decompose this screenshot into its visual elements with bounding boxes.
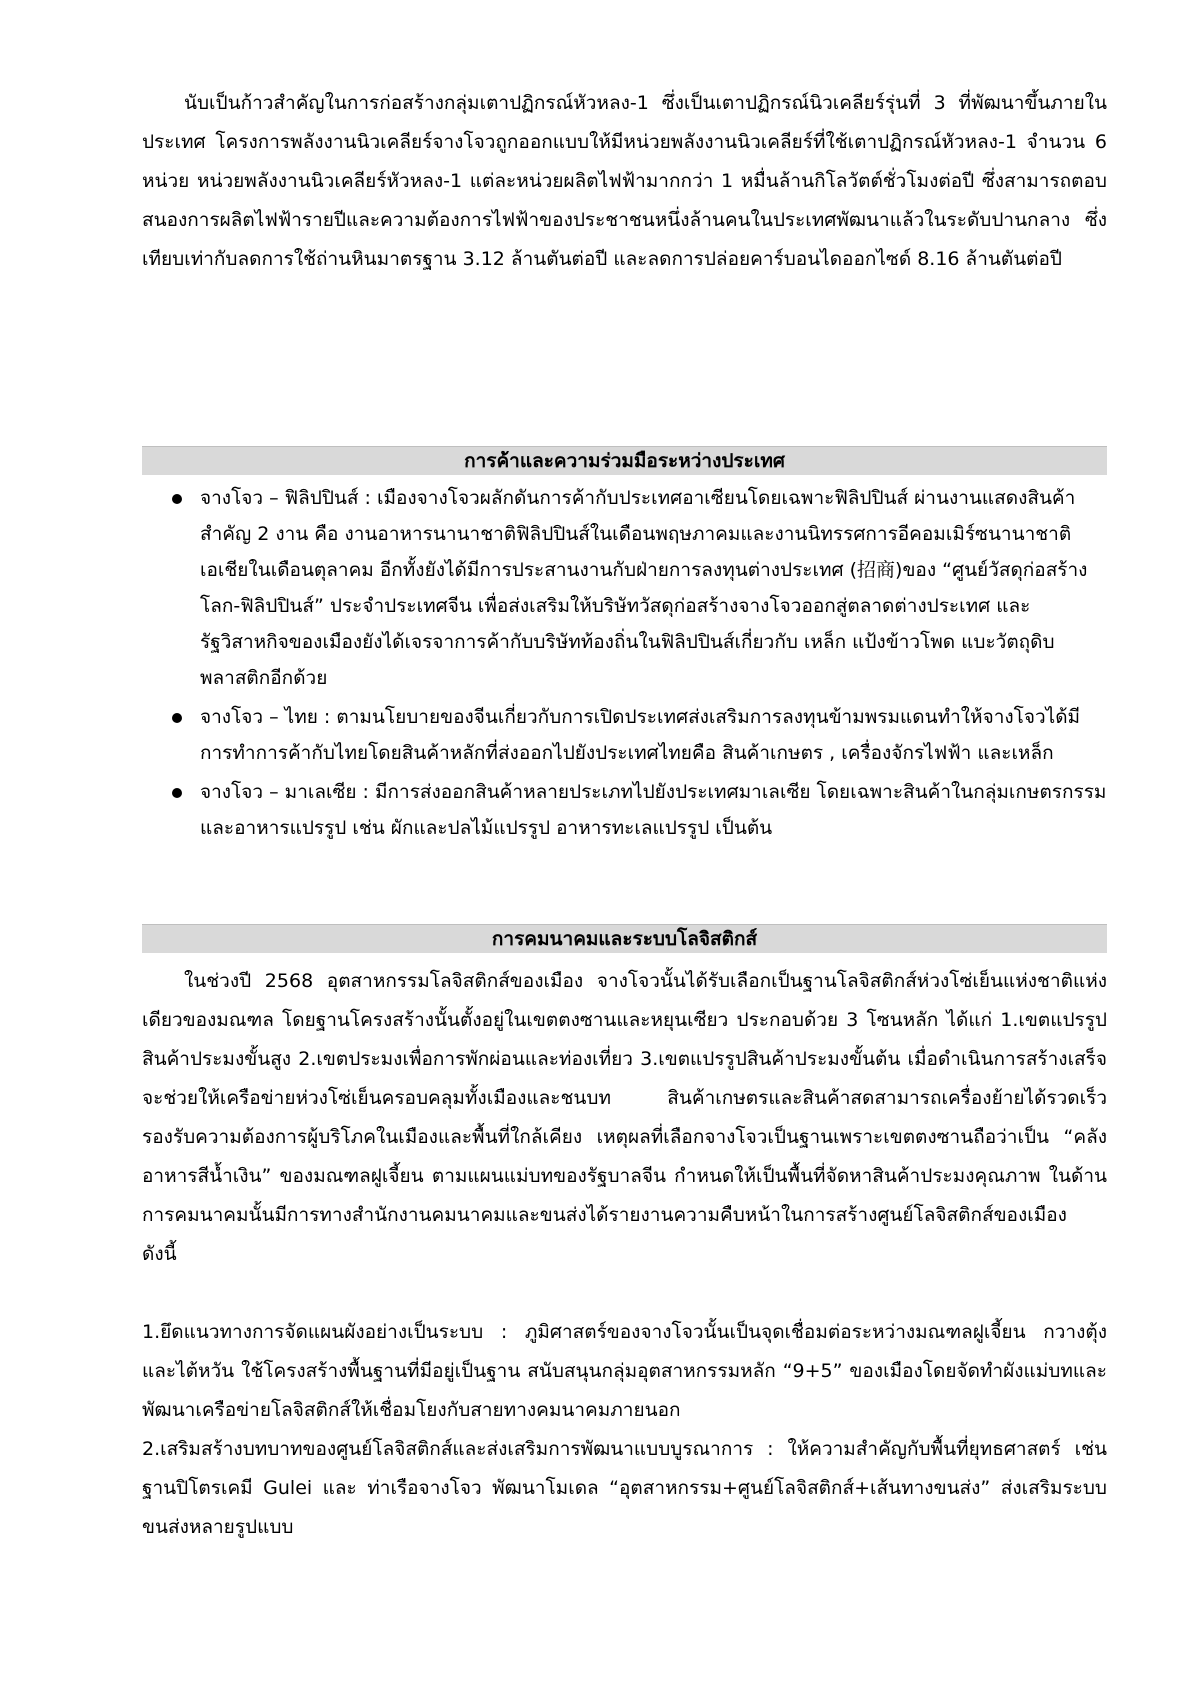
bullet-text: จางโจว – ไทย : ตามนโยบายของจีนเกี่ยวกับการเปิดประเทศส่งเสริมการลงทุนข้ามพรมแดนทำให้จางโจวได้มีการทำการค้ากับไทยโดยสินค้าหลักที่ส่งออกไปยังประเทศไทยคือ สินค้าเกษตร , เครื่องจักรไฟฟ้า และเหล็ก <box>200 706 1081 764</box>
logistics-point-2: 2.เสริมสร้างบทบาทของศูนย์โลจิสติกส์และส่งเสริมการพัฒนาแบบบูรณาการ : ให้ความสำคัญกับพื้นที่ยุทธศาสตร์ เช่น ฐานปิโตรเคมี Gulei และ ท่าเรือจางโจว พัฒนาโมเดล “อุตสาหกรรม+ศูนย์โลจิสติกส์+เส้นทางขนส่ง” ส่งเสริมระบบขนส่งหลายรูปแบบ <box>142 1438 1107 1538</box>
list-item <box>172 699 1107 771</box>
logistics-section-heading: การคมนาคมและระบบโลจิสติกส์ <box>142 924 1107 953</box>
list-item <box>172 480 1107 696</box>
intro-paragraph: นับเป็นก้าวสำคัญในการก่อสร้างกลุ่มเตาปฏิกรณ์หัวหลง-1 ซึ่งเป็นเตาปฏิกรณ์นิวเคลียร์รุ่นที่ 3 ที่พัฒนาขึ้นภายในประเทศ โครงการพลังงานนิวเคลียร์จางโจวถูกออกแบบให้มีหน่วยพลังงานนิวเคลียร์ที่ใช้เตาปฏิกรณ์หัวหลง-1 จำนวน 6 หน่วย หน่วยพลังงานนิวเคลียร์หัวหลง-1 แต่ละหน่วยผลิตไฟฟ้ามากกว่า 1 หมื่นล้านกิโลวัตต์ชั่วโมงต่อปี ซึ่งสามารถตอบสนองการผลิตไฟฟ้ารายปีและความต้องการไฟฟ้าของประชาชนหนึ่งล้านคนในประเทศพัฒนาแล้วในระดับปานกลาง ซึ่งเทียบเท่ากับลดการใช้ถ่านหินมาตรฐาน 3.12 ล้านตันต่อปี และลดการปล่อยคาร์บอนไดออกไซด์ 8.16 ล้านตันต่อปี <box>142 92 1107 270</box>
bullet-text: จางโจว – มาเลเซีย : มีการส่งออกสินค้าหลายประเภทไปยังประเทศมาเลเซีย โดยเฉพาะสินค้าในกลุ่มเกษตรกรรมและอาหารแปรรูป เช่น ผักและปลไม้แปรรูป อาหารทะเลแปรรูป เป็นต้น <box>200 781 1107 839</box>
logistics-point-1: 1.ยึดแนวทางการจัดแผนผังอย่างเป็นระบบ : ภูมิศาสตร์ของจางโจวนั้นเป็นจุดเชื่อมต่อระหว่างมณฑลฝูเจี้ยน กวางตุ้ง และไต้หวัน ใช้โครงสร้างพื้นฐานที่มีอยู่เป็นฐาน สนับสนุนกลุ่มอุตสาหกรรมหลัก “9+5” ของเมืองโดยจัดทำผังแม่บทและพัฒนาเครือข่ายโลจิสติกส์ให้เชื่อมโยงกับสายทางคมนาคมภายนอก <box>142 1321 1107 1421</box>
bullet-icon <box>172 713 182 723</box>
bullet-icon <box>172 494 182 504</box>
trade-bullet-list <box>172 480 1107 849</box>
logistics-intro-paragraph: ในช่วงปี 2568 อุตสาหกรรมโลจิสติกส์ของเมือง จางโจวนั้นได้รับเลือกเป็นฐานโลจิสติกส์ห่วงโซ่เย็นแห่งชาติแห่งเดียวของมณฑล โดยฐานโครงสร้างนั้นตั้งอยู่ในเขตตงซานและหยุนเซียว ประกอบด้วย 3 โซนหลัก ได้แก่ 1.เขตแปรรูปสินค้าประมงขั้นสูง 2.เขตประมงเพื่อการพักผ่อนและท่องเที่ยว 3.เขตแปรรูปสินค้าประมงขั้นต้น เมื่อดำเนินการสร้างเสร็จจะช่วยให้เครือข่ายห่วงโซ่เย็นครอบคลุมทั้งเมืองและชนบท สินค้าเกษตรและสินค้าสดสามารถเครื่องย้ายได้รวดเร็ว รองรับความต้องการผู้บริโภคในเมืองและพื้นที่ใกล้เคียง เหตุผลที่เลือกจางโจวเป็นฐานเพราะเขตตงซานถือว่าเป็น “คลังอาหารสีน้ำเงิน” ของมณฑลฝูเจี้ยน ตามแผนแม่บทของรัฐบาลจีน กำหนดให้เป็นพื้นที่จัดหาสินค้าประมงคุณภาพ ในด้านการคมนาคมนั้นมีการทางสำนักงานคมนาคมและขนส่งได้รายงานความคืบหน้าในการสร้างศูนย์โลจิสติกส์ของเมือง ดังนี้ <box>142 970 1107 1265</box>
trade-section-heading: การค้าและความร่วมมือระหว่างประเทศ <box>142 446 1107 475</box>
list-item <box>172 774 1107 846</box>
bullet-icon <box>172 788 182 798</box>
bullet-text: จางโจว – ฟิลิปปินส์ : เมืองจางโจวผลักดันการค้ากับประเทศอาเซียนโดยเฉพาะฟิลิปปินส์ ผ่านงานแสดงสินค้าสำคัญ 2 งาน คือ งานอาหารนานาชาติฟิลิปปินส์ในเดือนพฤษภาคมและงานนิทรรศการอีคอมเมิร์ซนานาชาติเอเชียในเดือนตุลาคม อีกทั้งยังได้มีการประสานงานกับฝ่ายการลงทุนต่างประเทศ (招商)ของ “ศูนย์วัสดุก่อสร้างโลก-ฟิลิปปินส์” ประจำประเทศจีน เพื่อส่งเสริมให้บริษัทวัสดุก่อสร้างจางโจวออกสู่ตลาดต่างประเทศ และ รัฐวิสาหกิจของเมืองยังได้เจรจาการค้ากับบริษัทท้องถิ่นในฟิลิปปินส์เกี่ยวกับ เหล็ก แป้งข้าวโพด แบะวัตถุดิบพลาสติกอีกด้วย <box>200 487 1088 689</box>
